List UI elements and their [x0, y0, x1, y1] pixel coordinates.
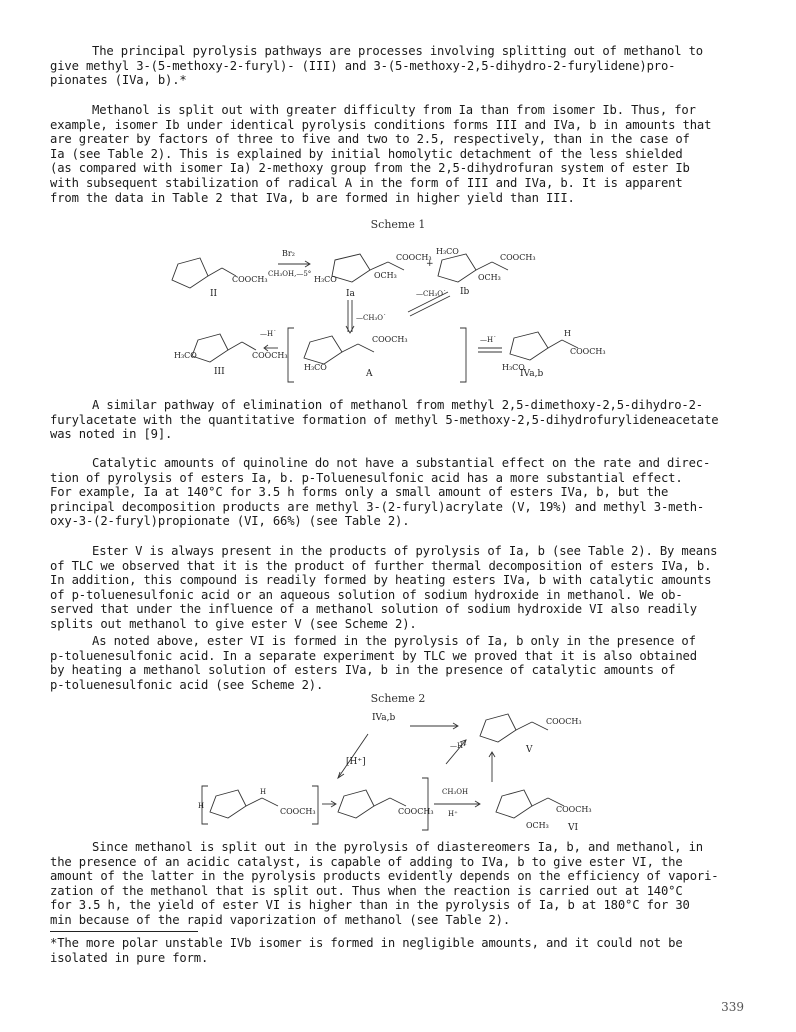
label-minus-h: —H˙ — [260, 330, 277, 338]
label-Ia-cooch3: COOCH₃ — [396, 253, 432, 262]
scheme-1-title: Scheme 1 — [370, 218, 426, 231]
label-Ia-h3co: H₃CO — [314, 275, 337, 284]
label-br2: Br₂ — [282, 249, 295, 258]
label-hplus-2: H⁺ — [448, 810, 458, 818]
label-IV-h3co: H₃CO — [502, 363, 525, 372]
label-A: A — [366, 369, 373, 379]
page-number: 339 — [721, 1000, 744, 1014]
label-II-cooch3: COOCH₃ — [232, 275, 268, 284]
label-III: III — [214, 367, 225, 377]
paragraph-3: A similar pathway of elimination of methanol from methyl 2,5-dimethoxy-2,5-dihydro-2- furylacetate with the quantitative formation of methyl 5-methoxy-2,5-dihydrofurylideneacetate was noted in [9]. — [50, 398, 719, 442]
label-minus-h2: —H˙ — [480, 336, 497, 344]
paragraph-5: Ester V is always present in the products of pyrolysis of Ia, b (see Table 2). By means of TLC we observed that it is the product of further thermal decomposition of esters IVa, b. In addition, this compound is readily formed by heating esters IVa, b with catalytic amounts of p-toluenesulfonic acid or an aqueous solution of sodium hydroxide in methanol. We ob- served that under the influence of a methanol solution of sodium hydroxide VI also readily splits out methanol to give ester V (see Scheme 2). — [50, 544, 718, 631]
label-ch3oh-2: CH₃OH — [442, 788, 469, 796]
label-Ib-h3co: H₃CO — [436, 247, 459, 256]
scheme-1-diagram — [160, 236, 640, 400]
label-cation-h: H — [198, 802, 205, 810]
scheme-2-svg — [196, 708, 616, 834]
scheme-1-svg — [160, 236, 640, 396]
label-IV-h: H — [564, 329, 571, 338]
label-A-h3co: H₃CO — [304, 363, 327, 372]
footnote-rule — [50, 931, 198, 932]
paragraph-6: As noted above, ester VI is formed in the pyrolysis of Ia, b only in the presence of p-toluenesulfonic acid. In a separate experiment by TLC we proved that it is also obtained by heating a methanol solution of esters IVa, b in the presence of catalytic amounts of p-toluenesulfonic acid (see Scheme 2). — [50, 634, 697, 692]
label-Ib-cooch3: COOCH₃ — [500, 253, 536, 262]
label-III-h3co: H₃CO — [174, 351, 197, 360]
label-minus-ch3o: —CH₃O˙ — [356, 314, 387, 322]
label-mid-cooch3: COOCH₃ — [398, 807, 434, 816]
label-hplus-bracket: [H⁺] — [346, 757, 366, 767]
paragraph-7: Since methanol is split out in the pyrolysis of diastereomers Ia, b, and methanol, in the presence of an acidic catalyst, is capable of adding to IVa, b to give ester VI, the amount of the latter in the pyrolysis products evidently depends on the efficiency of vapori- zation of the methanol that is split out. Thus when the reaction is carried out at 140°C for 3.5 h, the yield of ester VI is higher than in the pyrolysis of Ia, b at 180°C for 30 min because of the rapid vaporization of methanol (see Table 2). — [50, 840, 719, 927]
paragraph-1: The principal pyrolysis pathways are processes involving splitting out of methanol to give methyl 3-(5-methoxy-2-furyl)- (III) and 3-(5-methoxy-2,5-dihydro-2-furylidene)pro- pionates (IVa, b).* — [50, 44, 703, 88]
label-Ia-och3: OCH₃ — [374, 271, 397, 280]
label-V: V — [526, 745, 533, 755]
label-V-cooch3: COOCH₃ — [546, 717, 582, 726]
label-minus-hplus: —H⁺ — [450, 742, 467, 750]
scheme-2-title: Scheme 2 — [370, 692, 426, 705]
label-Ib-och3: OCH₃ — [478, 273, 501, 282]
footnote: *The more polar unstable IVb isomer is formed in negligible amounts, and it could not be isolated in pure form. — [50, 936, 683, 965]
label-IVab-2: IVa,b — [372, 713, 396, 723]
label-Ia: Ia — [346, 289, 355, 299]
label-plus: + — [426, 259, 434, 269]
label-cation-cooch3: COOCH₃ — [280, 807, 316, 816]
label-III-cooch3: COOCH₃ — [252, 351, 288, 360]
label-II: II — [210, 289, 218, 299]
label-IVab: IVa,b — [520, 369, 544, 379]
label-Ib: Ib — [460, 287, 470, 297]
label-VI-och3: OCH₃ — [526, 821, 549, 830]
label-ch3o-dot: —CH₃O˙ — [416, 290, 447, 298]
paragraph-4: Catalytic amounts of quinoline do not have a substantial effect on the rate and direc- tion of pyrolysis of esters Ia, b. p-Toluenesulfonic acid has a more substantial effect. For example, Ia at 140°C for 3.5 h forms only a small amount of esters IVa, b, but the principal decomposition products are methyl 3-(2-furyl)acrylate (V, 19%) and methyl 3-meth- oxy-3-(2-furyl)propionate (VI, 66%) (see Table 2). — [50, 456, 711, 529]
scheme-2-diagram — [196, 708, 616, 838]
label-VI: VI — [568, 823, 579, 833]
label-ch3oh: CH₃OH,—5° — [268, 270, 312, 278]
label-VI-cooch3: COOCH₃ — [556, 805, 592, 814]
paragraph-2: Methanol is split out with greater difficulty from Ia than from isomer Ib. Thus, for example, isomer Ib under identical pyrolysis conditions forms III and IVa, b in amounts that are greater by factors of three to five and two to 2.5, respectively, than in the case of Ia (see Table 2). This is explained by initial homolytic detachment of the less shielded (as compared with isomer Ia) 2-methoxy group from the 2,5-dihydrofuran system of ester Ib with subsequent stabilization of radical A in the form of III and IVa, b. It is apparent from the data in Table 2 that IVa, b are formed in higher yield than III. — [50, 103, 712, 205]
label-A-cooch3: COOCH₃ — [372, 335, 408, 344]
label-IV-cooch3: COOCH₃ — [570, 347, 606, 356]
label-cation-h2: H — [260, 788, 267, 796]
